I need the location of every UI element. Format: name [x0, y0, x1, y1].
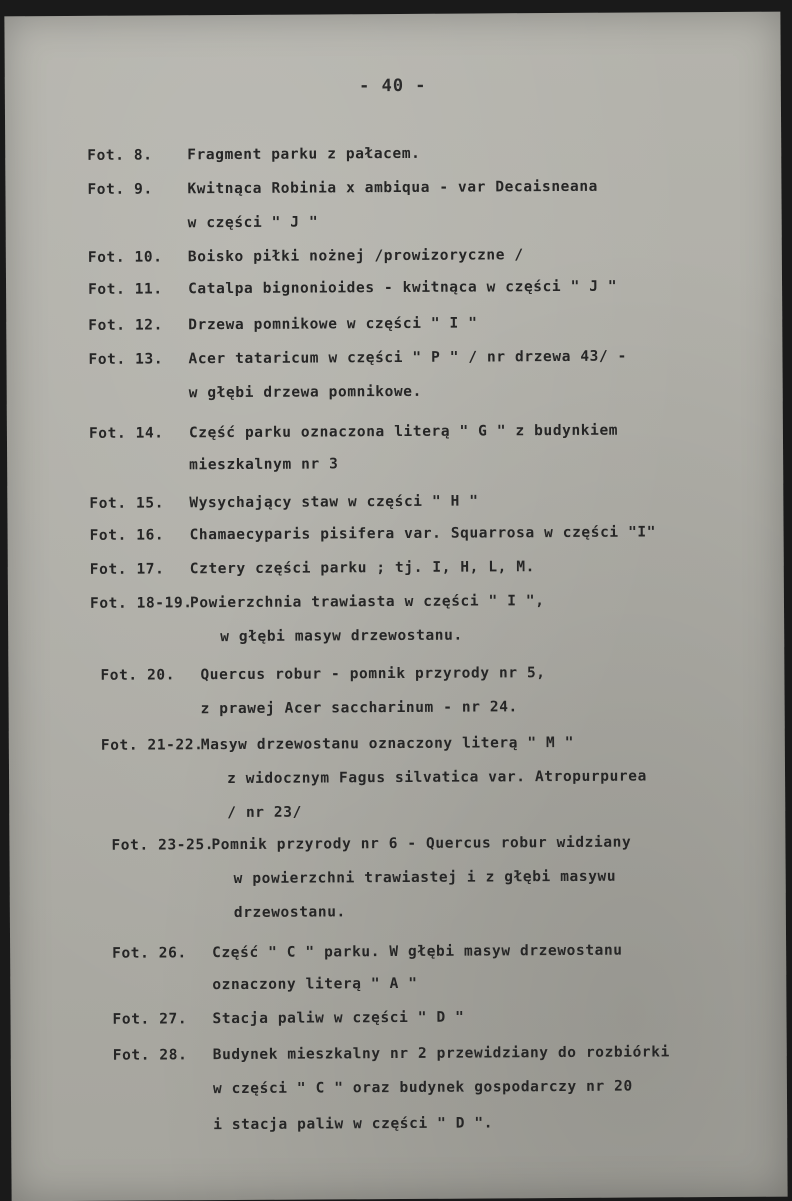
caption-line [89, 493, 478, 511]
caption-text: Catalpa bignonioides - kwitnąca w części " J " [188, 278, 618, 298]
caption-line [90, 593, 545, 612]
caption-text: / nr 23/ [227, 804, 302, 822]
caption-text: mieszkalnym nr 3 [189, 456, 339, 474]
caption-label: Fot. 8. [87, 147, 153, 164]
caption-label: Fot. 15. [89, 495, 165, 512]
caption-line [88, 279, 617, 298]
caption-line [213, 1079, 633, 1098]
caption-text: w głębi masyw drzewostanu. [220, 627, 463, 646]
caption-line [212, 976, 417, 993]
caption-text: Acer tataricum w części " P " / nr drzewa 43/ - [188, 348, 628, 368]
caption-text: Masyw drzewostanu oznaczony literą " M " [200, 734, 575, 754]
caption-line [234, 904, 346, 921]
caption-line [189, 456, 338, 473]
caption-label: Fot. 10. [87, 249, 163, 266]
caption-line [88, 349, 627, 368]
caption-label: Fot. 16. [89, 527, 165, 544]
caption-line [227, 805, 302, 821]
caption-text: Część " C " parku. W głębi masyw drzewostanu [212, 942, 623, 962]
caption-label: Fot. 12. [88, 317, 163, 334]
caption-text: Boisko piłki nożnej /prowizoryczne / [187, 247, 524, 266]
caption-line [88, 247, 524, 266]
caption-text: Drzewa pomnikowe w części " I " [188, 315, 478, 334]
caption-text: Fragment parku z pałacem. [187, 145, 421, 164]
caption-line [87, 146, 420, 164]
caption-line [234, 869, 617, 887]
caption-text: Stacja paliw w części " D " [212, 1009, 465, 1028]
caption-text: Budynek mieszkalny nr 2 przewidziany do rozbiórki [212, 1044, 670, 1064]
caption-label: Fot. 14. [88, 425, 164, 442]
caption-line [90, 559, 535, 578]
caption-text: w części " C " oraz budynek gospodarczy nr 20 [212, 1078, 633, 1098]
caption-text: Wysychający staw w części " H " [189, 493, 479, 512]
caption-line [89, 423, 618, 442]
caption-text: Quercus robur - pomnik przyrody nr 5, [200, 665, 546, 684]
caption-line [220, 628, 463, 645]
document-page [4, 12, 787, 1201]
caption-label: Fot. 9. [87, 181, 153, 198]
caption-label: Fot. 13. [88, 351, 164, 368]
caption-label: Fot. 23-25. [111, 837, 215, 854]
caption-text: Część parku oznaczona literą " G " z budynkiem [188, 422, 619, 442]
caption-text: Chamaecyparis pisifera var. Squarrosa w części "I" [189, 524, 657, 544]
caption-line [101, 735, 574, 754]
caption-line [113, 1044, 670, 1063]
caption-text: w powierzchni trawiastej i z głębi masywu [233, 868, 617, 887]
caption-text: drzewostanu. [233, 904, 346, 921]
caption-label: Fot. 18-19. [89, 595, 193, 612]
caption-line [189, 384, 422, 401]
caption-label: Fot. 27. [112, 1011, 188, 1028]
caption-text: w części " J " [187, 214, 319, 232]
caption-line [201, 699, 518, 717]
caption-label: Fot. 17. [89, 561, 165, 578]
caption-label: Fot. 11. [88, 281, 163, 298]
caption-line [90, 524, 657, 543]
caption-label: Fot. 28. [112, 1047, 188, 1064]
caption-text: Pomnik przyrody nr 6 - Quercus robur widziany [211, 834, 632, 854]
caption-line [112, 1010, 464, 1028]
page-number: - 40 - [359, 75, 427, 97]
caption-line [87, 179, 598, 198]
caption-line [111, 835, 631, 854]
caption-text: z widocznym Fagus silvatica var. Atropurpurea [227, 768, 647, 788]
caption-text: Kwitnąca Robinia x ambiqua - var Decaisneana [187, 178, 599, 198]
caption-text: Cztery części parku ; tj. I, H, L, M. [189, 559, 536, 578]
caption-line [100, 665, 545, 684]
caption-line [188, 214, 319, 231]
caption-line [88, 315, 477, 333]
caption-text: oznaczony literą " A " [212, 975, 418, 994]
caption-label: Fot. 20. [100, 667, 176, 684]
caption-text: z prawej Acer saccharinum - nr 24. [200, 699, 518, 718]
caption-text: i stacja paliw w części " D ". [213, 1115, 494, 1134]
caption-label: Fot. 26. [112, 945, 187, 962]
caption-line [213, 1115, 493, 1133]
caption-line [112, 943, 623, 962]
caption-list [4, 12, 787, 1201]
caption-text: w głębi drzewa pomnikowe. [188, 383, 422, 402]
caption-line [227, 768, 647, 787]
caption-label: Fot. 21-22. [100, 737, 204, 754]
caption-text: Powierzchnia trawiasta w części " I ", [189, 593, 545, 612]
